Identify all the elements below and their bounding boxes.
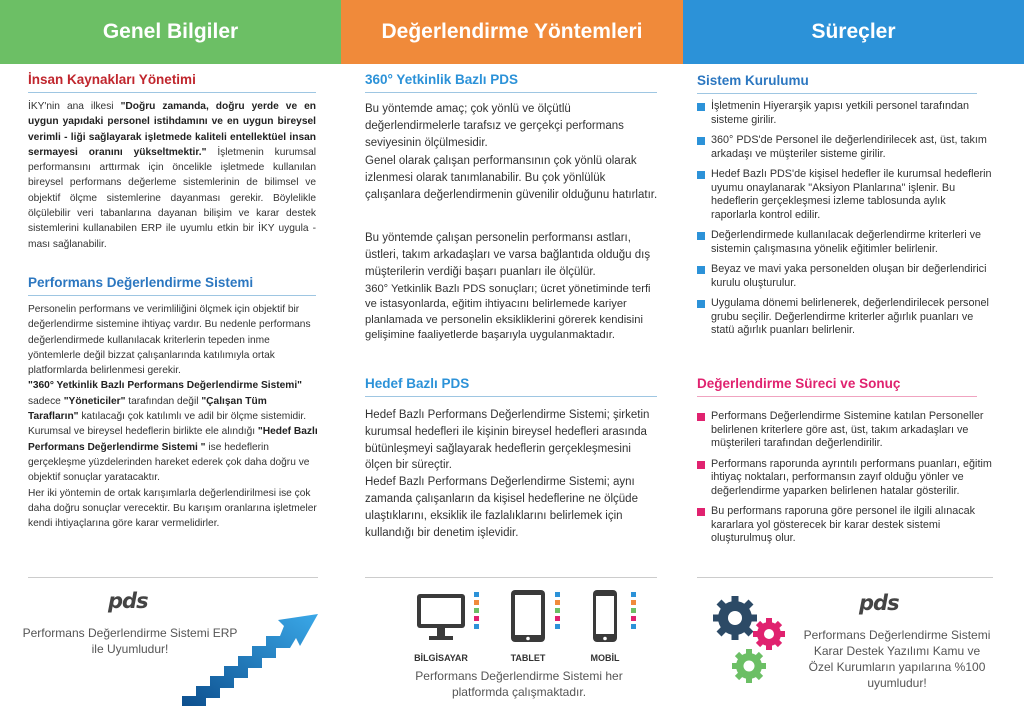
header-title: Genel Bilgiler xyxy=(102,20,239,43)
list-item: 360° PDS'de Personel ile değerlendirilecek ast, üst, takım arkadaşı ve müşteriler sisteme girilir. xyxy=(697,134,993,161)
text-span: İşletmenin kurumsal performansını arttırmak için öncelikle işletmede kullanılan bireysel performans değerleme sistemlerinin de bilimsel ve objektif ölçme sistemlerine dayanması gerekir. Böylelikle ölçülebilir veri tabanlarına dayanan bilişim ve karar destek sistemlerini kullanabilen ERP ile uyumlu etkin bir İKY uygula - ması sağlanabilir. xyxy=(28,146,316,250)
gears-icon xyxy=(707,592,799,688)
section-title-hedef: Hedef Bazlı PDS xyxy=(365,376,470,391)
color-dots xyxy=(474,592,479,632)
list-item: İşletmenin Hiyerarşik yapısı yetkili personel tarafından sisteme girilir. xyxy=(697,100,993,127)
column-surecler xyxy=(683,64,1024,723)
text-span: katılacağı çok katılımlı ve adil bir ölçme sistemidir. xyxy=(78,411,307,423)
color-dots xyxy=(555,592,560,632)
text-360-c xyxy=(365,282,661,343)
list-item: Bu performans raporuna göre personel ile ilgili alınacak kararlara yol gösterecek bir karar destek sistemi oluşturulmuş olur. xyxy=(697,505,993,546)
list-item: Performans raporunda ayrıntılı performans puanları, eğitim ihtiyaç noktaları, performansın zayıf olduğu yönler ve değerlendirme yaparken belirlenen hatalar gösterilir. xyxy=(697,458,993,499)
tablet-icon xyxy=(509,588,547,644)
compatibility-caption: Performans Değerlendirme Sistemi Karar Destek Yazılımı Kamu ve Özel Kurumların yapılarına %100 uyumludur! xyxy=(803,628,991,690)
paragraph: Personelin performans ve verimliliğini ölçmek için objektif bir değerlendirme sistemine ihtiyaç vardır. Bu nedenle performans değerlendirmede kullanılacak kriterlerin tepeden inme yöntemlerle değil bizzat çalışanlarında katılımıyla ortak platformlarda belirlenmesi gerekir. xyxy=(28,304,311,377)
text-360-b xyxy=(365,230,661,280)
device-label: TABLET xyxy=(510,653,546,663)
paragraph: Hedef Bazlı Performans Değerlendirme Sistemi; şirketin kurumsal hedefleri ile kişinin bireysel hedefleri arasında bütünleşmeyi sağlayarak hedeflerin gerçekleşmesini ölçen bir süreçtir. xyxy=(365,409,650,472)
divider xyxy=(697,577,993,578)
bold-text: "Hedef Bazlı Performans Değerlendirme Sistemi " xyxy=(28,426,318,453)
text-span: İKY'nin ana ilkesi xyxy=(28,101,121,112)
device-mobile xyxy=(581,588,629,663)
column-genel-bilgiler xyxy=(0,64,341,723)
header-title: Süreçler xyxy=(811,20,896,43)
paragraph: Genel olarak çalışan performansının çok yönlü olarak izlenmesi olarak tanımlanabilir. Bu çok yönlülük çalışanlara değerlendirmenin güvenilir olduğunu hatırlatır. xyxy=(365,155,658,201)
list-item: Değerlendirmede kullanılacak değerlendirme kriterleri ve sistemin çalışmasına yönelik eğitimler belirlenir. xyxy=(697,229,993,256)
pds-paragraphs xyxy=(28,302,318,531)
bold-text: "Yöneticiler" xyxy=(63,395,126,407)
quote-bold: "Doğru zamanda, doğru yerde ve en uygun yapıdaki personel istihdamını ve en uygun bireysel verimli - liği sağlayarak işletmede kaliteli entellektüel insan sermayesi oranını yükseltmektir." xyxy=(28,101,316,158)
paragraph: Hedef Bazlı Performans Değerlendirme Sistemi; aynı zamanda çalışanların da kişisel hedeflerine ne ölçüde ulaştıklarını, eksiklik ile fazlalıklarını belirlemek için kullandığı bir denetim işlevidir. xyxy=(365,476,638,539)
erp-caption: Performans Değerlendirme Sistemi ERP ile Uyumludur! xyxy=(22,626,238,656)
text-span: sadece xyxy=(28,395,64,407)
column-degerlendirme-yontemleri xyxy=(341,64,683,723)
result-list xyxy=(697,410,993,553)
section-title-pds: Performans Değerlendirme Sistemi xyxy=(28,275,254,290)
divider xyxy=(28,295,316,296)
pds-logo: pds xyxy=(859,591,899,615)
rising-stairs-arrow-icon xyxy=(178,600,323,710)
list-item: Beyaz ve mavi yaka personelden oluşan bir değerlendirici kurulu oluşturulur. xyxy=(697,263,993,290)
bold-text: "360° Yetkinlik Bazlı Performans Değerlendirme Sistemi" xyxy=(28,380,303,392)
divider xyxy=(365,92,657,93)
section-title-360: 360° Yetkinlik Bazlı PDS xyxy=(365,72,518,87)
paragraph-hedef xyxy=(28,424,318,485)
divider xyxy=(365,396,657,397)
header-title: Değerlendirme Yöntemleri xyxy=(381,20,643,43)
text-360-a xyxy=(365,101,661,204)
divider xyxy=(697,93,977,94)
computer-icon xyxy=(415,592,467,644)
device-computer xyxy=(411,592,471,663)
paragraph-360 xyxy=(28,378,318,424)
color-dots xyxy=(631,592,636,632)
device-label: MOBİL xyxy=(590,653,620,663)
header-genel-bilgiler xyxy=(0,0,341,64)
text-span: tarafından değil xyxy=(125,395,202,407)
paragraph: Bu yöntemde çalışan personelin performansı astları, üstleri, takım arkadaşları ve varsa bağlantıda olduğu dış müşterilerin verdiği başarı puanları ile ölçülür. xyxy=(365,232,651,278)
section-title-surec-sonuc: Değerlendirme Süreci ve Sonuç xyxy=(697,376,901,391)
device-tablet xyxy=(501,588,555,663)
header-surecler xyxy=(683,0,1024,64)
list-item: Hedef Bazlı PDS'de kişisel hedefler ile kurumsal hedeflerin uyumu onaylanarak "Aksiyon Planlarına" işlenir. Bu hedeflerin gerçekleşmesi izleme tablosunda aylık raporlarla kontrol edilir. xyxy=(697,168,993,222)
iky-paragraph xyxy=(28,99,316,252)
header-degerlendirme-yontemleri xyxy=(341,0,683,64)
divider xyxy=(28,92,316,93)
list-item: Performans Değerlendirme Sistemine katılan Personeller belirlenen kriterlere göre ast, üst, takım arkadaşları ve müşterileri tarafından değerlendirilir. xyxy=(697,410,993,451)
bold-text: "Çalışan Tüm Tarafların" xyxy=(28,395,267,423)
paragraph: 360° Yetkinlik Bazlı PDS sonuçları; ücret yönetiminde terfi ve istasyonlarda, eğitim ihtiyacını belirlemede kariyer planlamada ve personelin eksikliklerini görerek kendisini gelişimine faaliyetlerde başarıyla uygulanmaktadır. xyxy=(365,283,651,341)
mobile-phone-icon xyxy=(591,588,619,644)
paragraph: Bu yöntemde amaç; çok yönlü ve ölçütlü değerlendirmelerle tarafsız ve gerçekçi performans seviyesinin ölçülmesidir. xyxy=(365,103,624,149)
setup-list xyxy=(697,100,993,345)
device-label: BİLGİSAYAR xyxy=(414,653,468,663)
pds-logo: pds xyxy=(108,589,148,613)
divider xyxy=(697,396,977,397)
section-title-iky: İnsan Kaynakları Yönetimi xyxy=(28,72,196,87)
platform-caption: Performans Değerlendirme Sistemi her platformda çalışmaktadır. xyxy=(415,669,623,699)
text-hedef xyxy=(365,407,661,541)
text-span: ise hedeflerin gerçekleşme yüzdelerinden hareket ederek çok daha doğru ve objektif sonuçlar yaratacaktır. xyxy=(28,441,310,484)
list-item: Uygulama dönemi belirlenerek, değerlendirilecek personel grubu seçilir. Değerlendirme kriterler ağırlık puanları ve statü ağırlık puanları belirlenir. xyxy=(697,297,993,338)
text-span: Kurumsal ve bireysel hedeflerin birlikte ele alındığı xyxy=(28,426,258,438)
divider xyxy=(28,577,318,578)
paragraph: Her iki yöntemin de ortak karışımlarla değerlendirilmesi ise çok daha doğru sonuçlar verecektir. Bu karışım oranlarına işletmeler kendi ihtiyaçlarına göre karar vermelidirler. xyxy=(28,487,317,530)
divider xyxy=(365,577,657,578)
section-title-sistem-kurulumu: Sistem Kurulumu xyxy=(697,73,809,88)
